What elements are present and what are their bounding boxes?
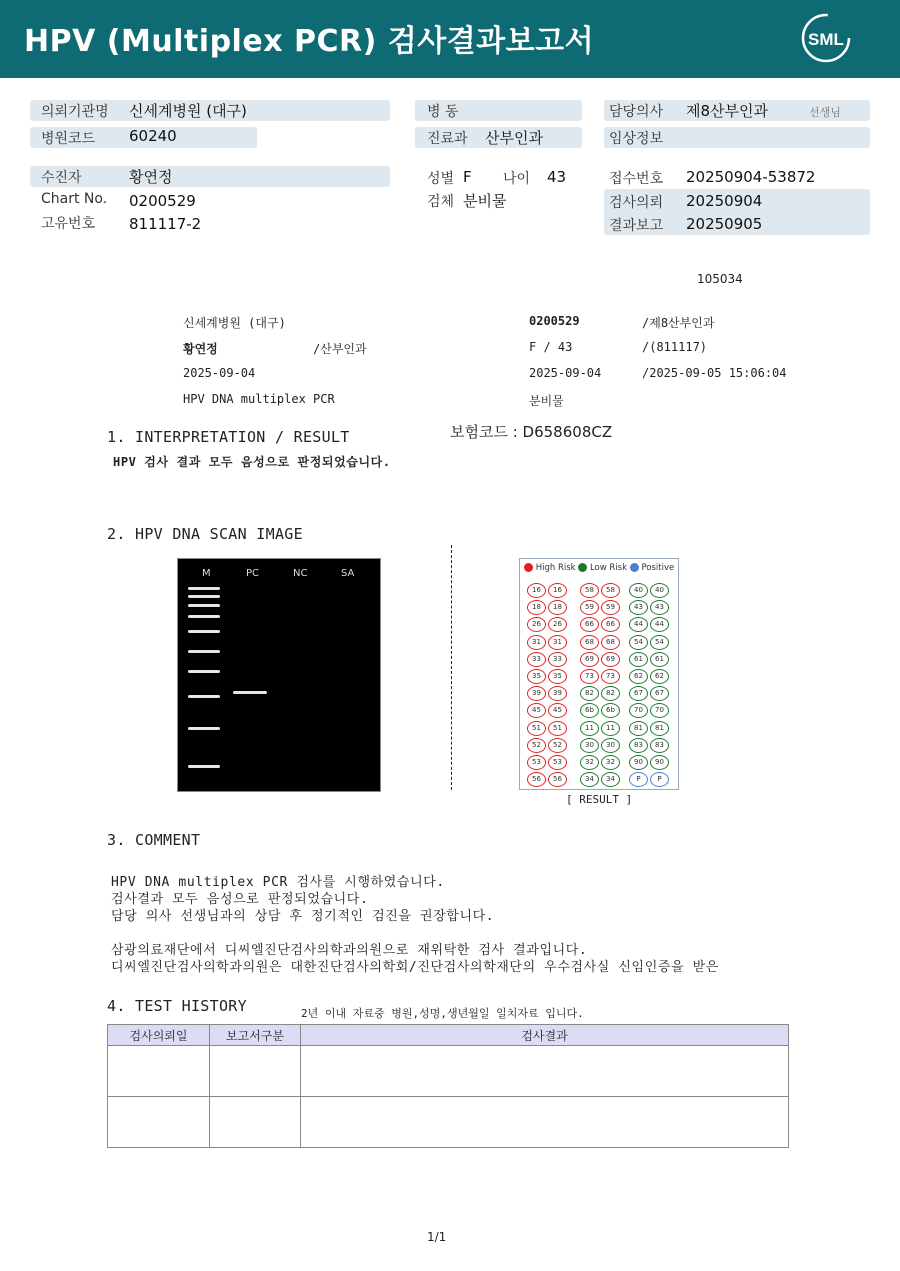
chip-probe: 54 bbox=[650, 635, 669, 650]
chip-probe: 56 bbox=[548, 772, 567, 787]
ward-label: 병 동 bbox=[427, 104, 459, 120]
table-row bbox=[108, 1097, 789, 1148]
marker-band bbox=[188, 630, 220, 633]
dept-value: 산부인과 bbox=[485, 129, 543, 147]
chip-probe: 51 bbox=[548, 721, 567, 736]
legend-low: Low Risk bbox=[589, 563, 628, 573]
chip-probe: 82 bbox=[580, 686, 599, 701]
history-header-row bbox=[108, 1025, 789, 1046]
chip-probe: 81 bbox=[650, 721, 669, 736]
marker-band bbox=[188, 727, 220, 730]
gel-image bbox=[178, 559, 380, 791]
chip-probe: 18 bbox=[527, 600, 546, 615]
chip-probe: 62 bbox=[650, 669, 669, 684]
insurance-code: 보험코드 : D658608CZ bbox=[450, 423, 613, 441]
chip-probe: 40 bbox=[629, 583, 648, 598]
summary-sex-age: F / 43 bbox=[529, 340, 573, 354]
chip-probe: 73 bbox=[580, 669, 599, 684]
report-label: 결과보고 bbox=[609, 218, 664, 234]
summary-chart: 0200529 bbox=[529, 314, 580, 328]
comment-line: HPV DNA multiplex PCR 검사를 시행하였습니다. bbox=[111, 875, 445, 890]
image-divider bbox=[451, 545, 452, 790]
chip-probe: 56 bbox=[527, 772, 546, 787]
chip-probe: 90 bbox=[629, 755, 648, 770]
gel-lane-sa: SA bbox=[341, 568, 355, 579]
high-risk-dot bbox=[524, 563, 533, 572]
chip-probe: 35 bbox=[527, 669, 546, 684]
chip-probe: 62 bbox=[629, 669, 648, 684]
comment-line: 삼광의료재단에서 디씨엘진단검사의학과의원으로 재위탁한 검사 결과입니다. bbox=[111, 943, 588, 958]
chip-probe: 26 bbox=[527, 617, 546, 632]
summary-birth: /(811117) bbox=[642, 340, 708, 354]
doctor-label: 담당의사 bbox=[609, 104, 664, 120]
chip-probe: 54 bbox=[629, 635, 648, 650]
chip-probe: 58 bbox=[580, 583, 599, 598]
request-value: 20250904 bbox=[686, 192, 763, 210]
chip-probe: 73 bbox=[601, 669, 620, 684]
chip-probe: 52 bbox=[548, 738, 567, 753]
chip-probe: 16 bbox=[527, 583, 546, 598]
request-label: 검사의뢰 bbox=[609, 195, 664, 211]
doctor-value: 제8산부인과 bbox=[686, 102, 768, 120]
logo-text: SML bbox=[808, 30, 844, 49]
history-note: 2년 이내 자료중 병원,성명,생년월일 일치자료 입니다. bbox=[301, 1007, 584, 1020]
chip-probe: 70 bbox=[650, 703, 669, 718]
chip-probe: 44 bbox=[650, 617, 669, 632]
report-id: 105034 bbox=[697, 272, 743, 286]
doctor-suffix: 선생님 bbox=[809, 106, 841, 119]
section1-result: HPV 검사 결과 모두 음성으로 판정되었습니다. bbox=[113, 455, 391, 469]
chip-probe: 6b bbox=[601, 703, 620, 718]
chip-probe: 52 bbox=[527, 738, 546, 753]
institution-label: 의뢰기관명 bbox=[41, 104, 109, 120]
chip-probe: 68 bbox=[580, 635, 599, 650]
marker-band bbox=[188, 595, 220, 598]
unique-value: 811117-2 bbox=[129, 215, 202, 233]
hospital-code-value: 60240 bbox=[129, 127, 177, 145]
gel-lane-m: M bbox=[202, 568, 211, 579]
report-title: HPV (Multiplex PCR) 검사결과보고서 bbox=[24, 24, 595, 59]
chip-probe: 45 bbox=[527, 703, 546, 718]
unique-label: 고유번호 bbox=[41, 216, 96, 232]
chip-probe: 34 bbox=[580, 772, 599, 787]
chip-probe: 53 bbox=[527, 755, 546, 770]
specimen-label: 검체 bbox=[427, 194, 455, 210]
comment-line: 디씨엘진단검사의학과의원은 대한진단검사의학회/진단검사의학재단의 우수검사실 신임인증을 받은 bbox=[111, 960, 719, 975]
marker-band bbox=[188, 670, 220, 673]
chip-probe: 11 bbox=[580, 721, 599, 736]
specimen-value: 분비물 bbox=[463, 192, 507, 210]
marker-band bbox=[188, 765, 220, 768]
summary-patient-dept: /산부인과 bbox=[313, 342, 367, 356]
chip-probe: 32 bbox=[601, 755, 620, 770]
legend-high: High Risk bbox=[535, 563, 576, 573]
legend-positive: Positive bbox=[641, 563, 675, 573]
chip-probe: 34 bbox=[601, 772, 620, 787]
chip-probe: 82 bbox=[601, 686, 620, 701]
chip-probe: 43 bbox=[629, 600, 648, 615]
chip-legend bbox=[524, 563, 674, 573]
chip-probe: 45 bbox=[548, 703, 567, 718]
chip-probe: 26 bbox=[548, 617, 567, 632]
chip-probe: 59 bbox=[601, 600, 620, 615]
summary-chart-dept: /제8산부인과 bbox=[642, 316, 715, 330]
col-report-type: 보고서구분 bbox=[210, 1025, 301, 1046]
gel-lane-nc: NC bbox=[293, 568, 308, 579]
chart-label: Chart No. bbox=[41, 191, 108, 207]
chip-probe: 6b bbox=[580, 703, 599, 718]
section2-title: 2. HPV DNA SCAN IMAGE bbox=[107, 525, 303, 543]
hospital-code-label: 병원코드 bbox=[41, 131, 96, 147]
patient-value: 황연정 bbox=[129, 168, 173, 186]
chip-probe: 51 bbox=[527, 721, 546, 736]
hpv-chip-image bbox=[519, 558, 679, 790]
chip-probe: 39 bbox=[548, 686, 567, 701]
summary-hospital: 신세계병원 (대구) bbox=[183, 316, 286, 330]
chip-probe: 61 bbox=[650, 652, 669, 667]
chip-probe: 68 bbox=[601, 635, 620, 650]
table-row bbox=[108, 1046, 789, 1097]
marker-band bbox=[188, 650, 220, 653]
summary-specimen: 분비물 bbox=[529, 394, 564, 408]
age-value: 43 bbox=[547, 168, 567, 186]
col-request-date: 검사의뢰일 bbox=[108, 1025, 210, 1046]
chip-probe: 81 bbox=[629, 721, 648, 736]
chip-probe: 39 bbox=[527, 686, 546, 701]
chip-probe: 70 bbox=[629, 703, 648, 718]
chip-probe: 31 bbox=[548, 635, 567, 650]
result-caption: [ RESULT ] bbox=[566, 793, 633, 806]
col-result: 검사결과 bbox=[301, 1025, 789, 1046]
summary-patient: 황연정 bbox=[183, 342, 218, 356]
patient-bar bbox=[30, 166, 390, 187]
low-risk-dot bbox=[578, 563, 587, 572]
chip-probe: 32 bbox=[580, 755, 599, 770]
chip-probe: 69 bbox=[580, 652, 599, 667]
clinical-label: 임상정보 bbox=[609, 131, 664, 147]
institution-value: 신세계병원 (대구) bbox=[129, 102, 247, 120]
chip-probe: 33 bbox=[527, 652, 546, 667]
chart-value: 0200529 bbox=[129, 192, 196, 210]
gel-lane-pc: PC bbox=[246, 568, 260, 579]
chip-probe: 69 bbox=[601, 652, 620, 667]
marker-band bbox=[188, 604, 220, 607]
section1-title: 1. INTERPRETATION / RESULT bbox=[107, 428, 350, 446]
section3-title: 3. COMMENT bbox=[107, 831, 201, 849]
comment-line: 검사결과 모두 음성으로 판정되었습니다. bbox=[111, 892, 369, 907]
summary-test-name: HPV DNA multiplex PCR bbox=[183, 392, 335, 406]
chip-probe: 30 bbox=[601, 738, 620, 753]
chip-probe: 16 bbox=[548, 583, 567, 598]
chip-probe: 61 bbox=[629, 652, 648, 667]
chip-probe: P bbox=[650, 772, 669, 787]
chip-probe: 67 bbox=[650, 686, 669, 701]
sml-logo bbox=[800, 12, 852, 64]
pc-band bbox=[233, 691, 267, 694]
chip-probe: 33 bbox=[548, 652, 567, 667]
patient-label: 수진자 bbox=[41, 170, 82, 186]
chip-probe: 83 bbox=[629, 738, 648, 753]
age-label: 나이 bbox=[503, 171, 531, 187]
report-value: 20250905 bbox=[686, 215, 763, 233]
chip-probe: 31 bbox=[527, 635, 546, 650]
marker-band bbox=[188, 587, 220, 590]
chip-probe: 90 bbox=[650, 755, 669, 770]
chip-probe: 30 bbox=[580, 738, 599, 753]
receipt-value: 20250904-53872 bbox=[686, 168, 816, 186]
marker-band bbox=[188, 695, 220, 698]
page-number: 1/1 bbox=[427, 1230, 447, 1244]
chip-probe: 67 bbox=[629, 686, 648, 701]
chip-probe: 11 bbox=[601, 721, 620, 736]
chip-probe: 58 bbox=[601, 583, 620, 598]
chip-probe: 53 bbox=[548, 755, 567, 770]
history-table bbox=[107, 1024, 789, 1148]
comment-line: 담당 의사 선생님과의 상담 후 정기적인 검진을 권장합니다. bbox=[111, 909, 495, 924]
chip-probe: 59 bbox=[580, 600, 599, 615]
sex-label: 성별 bbox=[427, 171, 455, 187]
chip-probe: 66 bbox=[580, 617, 599, 632]
summary-date1: 2025-09-04 bbox=[183, 366, 256, 380]
chip-probe: 18 bbox=[548, 600, 567, 615]
marker-band bbox=[188, 615, 220, 618]
chip-probe: 43 bbox=[650, 600, 669, 615]
dept-label: 진료과 bbox=[427, 131, 468, 147]
sex-value: F bbox=[463, 168, 472, 186]
chip-probe: 35 bbox=[548, 669, 567, 684]
section4-title: 4. TEST HISTORY bbox=[107, 997, 247, 1015]
chip-probe: 44 bbox=[629, 617, 648, 632]
summary-date2: 2025-09-04 bbox=[529, 366, 602, 380]
chip-probe: P bbox=[629, 772, 648, 787]
positive-dot bbox=[630, 563, 639, 572]
chip-probe: 40 bbox=[650, 583, 669, 598]
chip-probe: 83 bbox=[650, 738, 669, 753]
receipt-label: 접수번호 bbox=[609, 171, 664, 187]
chip-probe: 66 bbox=[601, 617, 620, 632]
summary-report-time: /2025-09-05 15:06:04 bbox=[642, 366, 787, 380]
